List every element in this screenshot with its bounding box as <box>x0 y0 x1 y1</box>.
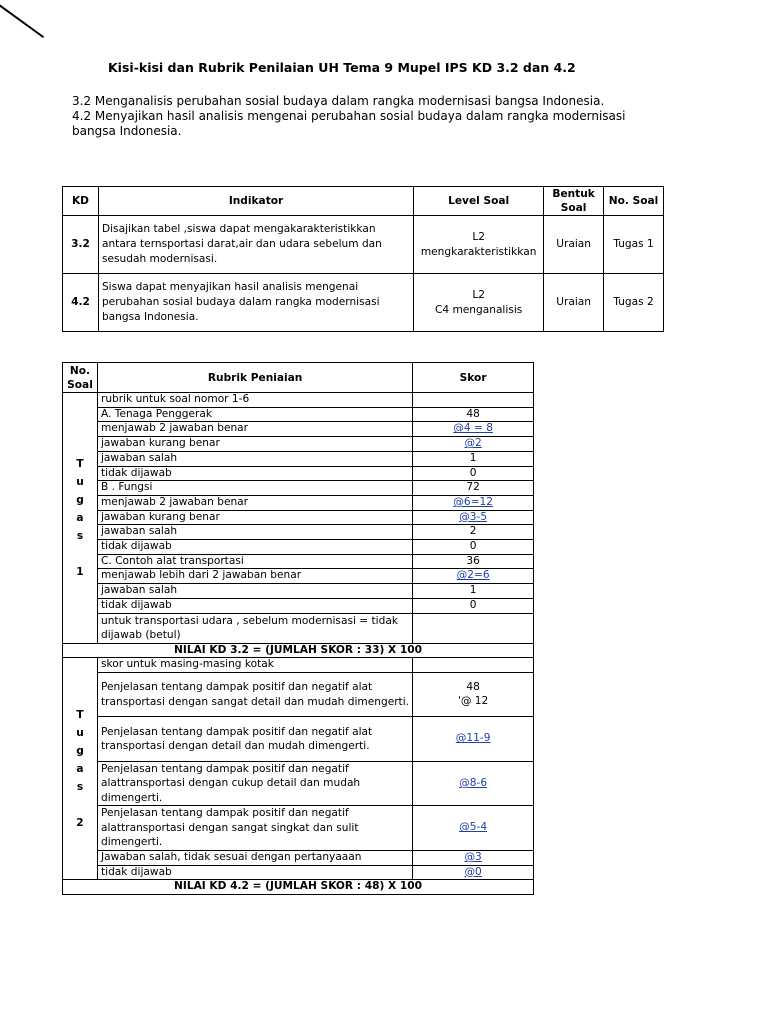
rubrik-criteria: skor untuk masing-masing kotak <box>97 658 412 673</box>
rubrik-skor: @3-5 <box>413 510 534 525</box>
rubrik-row <box>63 613 534 643</box>
level-code: L2 <box>472 230 485 243</box>
rubrik-criteria: tidak dijawab <box>97 466 412 481</box>
tugas1-label: T u g a s 1 <box>63 393 98 644</box>
rubrik-row <box>63 422 534 437</box>
rubrik-skor: @3 <box>413 850 534 865</box>
rubrik-row <box>63 407 534 422</box>
rubrik-row <box>63 598 534 613</box>
rubrik-skor: @4 = 8 <box>413 422 534 437</box>
rubrik-row <box>63 437 534 452</box>
no-soal-cell: Tugas 2 <box>604 274 664 332</box>
rubrik-skor: @11-9 <box>413 717 534 762</box>
rubrik-row <box>63 510 534 525</box>
header-rubrik: Rubrik Peniaian <box>97 363 412 393</box>
header-level-soal: Level Soal <box>414 187 544 216</box>
rubrik-skor: 1 <box>413 451 534 466</box>
level-cell <box>414 216 544 274</box>
rubrik-criteria: B . Fungsi <box>97 481 412 496</box>
header-no-soal: No. Soal <box>604 187 664 216</box>
rubrik-skor: 48 '@ 12 <box>413 672 534 717</box>
rubrik-skor: @2=6 <box>413 569 534 584</box>
rubrik-skor: 0 <box>413 540 534 555</box>
header-no-soal: No. Soal <box>63 363 98 393</box>
kd-4-2-description: 4.2 Menyajikan hasil analisis mengenai perubahan sosial budaya dalam rangka modernisasi bangsa Indonesia. <box>72 109 626 138</box>
rubrik-criteria: Penjelasan tentang dampak positif dan negatif alattransportasi dengan cukup detail dan mudah dimengerti. <box>97 761 412 806</box>
rubrik-skor: @2 <box>413 437 534 452</box>
rubrik-criteria: rubrik untuk soal nomor 1-6 <box>97 393 412 408</box>
kd-cell: 4.2 <box>63 274 99 332</box>
rubrik-row <box>63 584 534 599</box>
rubrik-criteria: untuk transportasi udara , sebelum modernisasi = tidak dijawab (betul) <box>97 613 412 643</box>
rubrik-criteria: A. Tenaga Penggerak <box>97 407 412 422</box>
kisi-row <box>63 216 664 274</box>
rubrik-skor: 1 <box>413 584 534 599</box>
rubrik-criteria: jawaban salah <box>97 584 412 599</box>
kisi-kisi-table <box>62 186 664 332</box>
rubrik-row <box>63 569 534 584</box>
rubrik-row <box>63 495 534 510</box>
rubrik-row <box>63 658 534 673</box>
rubrik-skor <box>413 658 534 673</box>
level-desc: C4 menganalisis <box>434 303 523 316</box>
indikator-cell: Siswa dapat menyajikan hasil analisis mengenai perubahan sosial budaya dalam rangka modernisasi bangsa Indonesia. <box>98 274 413 332</box>
rubrik-row <box>63 717 534 762</box>
rubrik-skor: 0 <box>413 466 534 481</box>
rubrik-skor: 72 <box>413 481 534 496</box>
kisi-row <box>63 274 664 332</box>
nilai-row <box>63 880 534 895</box>
corner-diagonal-line <box>0 0 44 38</box>
nilai-row <box>63 643 534 658</box>
kd-cell: 3.2 <box>63 216 99 274</box>
rubrik-skor: 2 <box>413 525 534 540</box>
level-code: L2 <box>472 288 485 301</box>
rubrik-criteria: C. Contoh alat transportasi <box>97 554 412 569</box>
rubrik-row <box>63 806 534 851</box>
rubrik-row <box>63 850 534 865</box>
rubrik-criteria: Penjelasan tentang dampak positif dan negatif alat transportasi dengan detail dan mudah dimengerti. <box>97 717 412 762</box>
rubrik-row <box>63 466 534 481</box>
level-desc: mengkarakteristikkan <box>420 245 537 258</box>
rubrik-row <box>63 393 534 408</box>
rubrik-criteria: tidak dijawab <box>97 865 412 880</box>
rubrik-skor: @6=12 <box>413 495 534 510</box>
tugas2-label: T u g a s 2 <box>63 658 98 880</box>
rubrik-criteria: jawaban salah <box>97 451 412 466</box>
nilai-formula: NILAI KD 4.2 = (JUMLAH SKOR : 48) X 100 <box>63 880 534 895</box>
rubrik-row <box>63 761 534 806</box>
indikator-cell: Disajikan tabel ,siswa dapat mengakarakteristikkan antara ternsportasi darat,air dan udara sebelum dan sesudah modernisasi. <box>98 216 413 274</box>
rubrik-criteria: tidak dijawab <box>97 540 412 555</box>
rubrik-criteria: menjawab 2 jawaban benar <box>97 495 412 510</box>
rubrik-skor: 48 <box>413 407 534 422</box>
kisi-header-row <box>63 187 664 216</box>
kd-3-2-description: 3.2 Menganalisis perubahan sosial budaya dalam rangka modernisasi bangsa Indonesia. <box>72 94 605 108</box>
no-soal-cell: Tugas 1 <box>604 216 664 274</box>
rubrik-criteria: Penjelasan tentang dampak positif dan negatif alat transportasi dengan sangat detail dan mudah dimengerti. <box>97 672 412 717</box>
rubrik-skor: @5-4 <box>413 806 534 851</box>
bentuk-cell: Uraian <box>544 216 604 274</box>
rubrik-criteria: menjawab lebih dari 2 jawaban benar <box>97 569 412 584</box>
rubrik-criteria: Jawaban salah, tidak sesuai dengan pertanyaaan <box>97 850 412 865</box>
rubrik-row <box>63 554 534 569</box>
rubrik-criteria: Penjelasan tentang dampak positif dan negatif alattransportasi dengan sangat singkat dan sulit dimengerti. <box>97 806 412 851</box>
header-bentuk-soal: Bentuk Soal <box>544 187 604 216</box>
rubrik-criteria: jawaban kurang benar <box>97 437 412 452</box>
rubrik-criteria: jawaban salah <box>97 525 412 540</box>
rubrik-row <box>63 525 534 540</box>
rubrik-skor <box>413 393 534 408</box>
level-cell <box>414 274 544 332</box>
rubrik-row <box>63 865 534 880</box>
header-indikator: Indikator <box>98 187 413 216</box>
bentuk-cell: Uraian <box>544 274 604 332</box>
rubrik-criteria: tidak dijawab <box>97 598 412 613</box>
kd-description <box>72 94 672 139</box>
rubrik-criteria: menjawab 2 jawaban benar <box>97 422 412 437</box>
rubrik-skor: @0 <box>413 865 534 880</box>
rubrik-criteria: jawaban kurang benar <box>97 510 412 525</box>
rubrik-row <box>63 481 534 496</box>
rubrik-table <box>62 362 534 895</box>
header-skor: Skor <box>413 363 534 393</box>
rubrik-skor: 0 <box>413 598 534 613</box>
rubrik-row <box>63 672 534 717</box>
nilai-formula: NILAI KD 3.2 = (JUMLAH SKOR : 33) X 100 <box>63 643 534 658</box>
rubrik-skor <box>413 613 534 643</box>
document-title: Kisi-kisi dan Rubrik Penilaian UH Tema 9 Mupel IPS KD 3.2 dan 4.2 <box>108 60 576 75</box>
rubrik-header-row <box>63 363 534 393</box>
header-kd: KD <box>63 187 99 216</box>
rubrik-row <box>63 540 534 555</box>
rubrik-skor: @8-6 <box>413 761 534 806</box>
rubrik-row <box>63 451 534 466</box>
rubrik-skor: 36 <box>413 554 534 569</box>
